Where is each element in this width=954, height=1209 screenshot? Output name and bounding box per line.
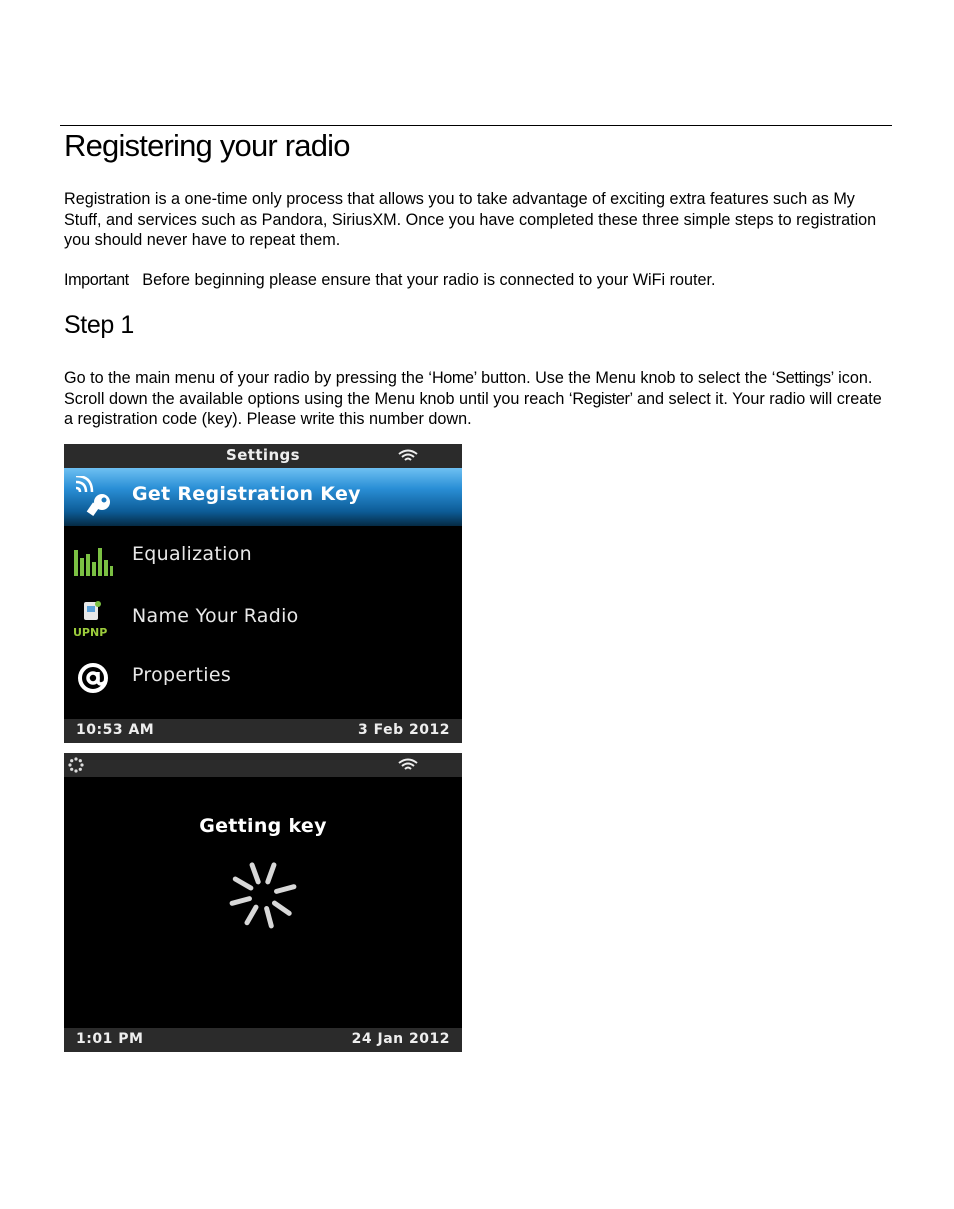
screen-bottom-bar bbox=[64, 719, 462, 743]
register-keyword: Register bbox=[572, 389, 630, 408]
wifi-icon bbox=[398, 758, 418, 772]
screen-top-bar bbox=[64, 753, 462, 777]
at-icon bbox=[72, 657, 114, 699]
clock-date: 3 Feb 2012 bbox=[358, 722, 450, 738]
home-keyword: Home bbox=[432, 369, 474, 387]
menu-item-get-registration-key[interactable] bbox=[64, 468, 462, 526]
upnp-icon-text: UPNP bbox=[73, 626, 108, 639]
clock-date: 24 Jan 2012 bbox=[351, 1031, 450, 1047]
step-text-3: ’ icon. Scroll down the available options using the Menu knob until you reach ‘ bbox=[64, 369, 873, 408]
step-text-1: Go to the main menu of your radio by pressing the ‘ bbox=[64, 369, 433, 387]
upnp-icon bbox=[72, 598, 114, 640]
important-text: Before beginning please ensure that your radio is connected to your WiFi router. bbox=[142, 271, 716, 289]
step-text-2: ’ button. Use the Menu knob to select the ‘ bbox=[473, 369, 776, 387]
busy-indicator-icon bbox=[68, 757, 84, 773]
menu-item-name-your-radio[interactable] bbox=[64, 590, 462, 648]
menu-item-properties[interactable] bbox=[64, 649, 462, 707]
menu-item-label: Get Registration Key bbox=[132, 483, 361, 505]
clock-time: 10:53 AM bbox=[76, 722, 155, 738]
screen-top-bar bbox=[64, 444, 462, 468]
intro-paragraph: Registration is a one-time only process that allows you to take advantage of exciting extra features such as My Stuff, and services such as Pandora, SiriusXM. Once you have completed these three simple steps to registration you should never have to repeat them. bbox=[64, 190, 877, 249]
menu-item-label: Properties bbox=[132, 664, 232, 686]
screen-bottom-bar bbox=[64, 1028, 462, 1052]
important-label: Important bbox=[64, 271, 129, 289]
settings-keyword: Settings bbox=[775, 369, 831, 387]
menu-item-equalization[interactable] bbox=[64, 528, 462, 586]
radio-screen-settings bbox=[64, 444, 462, 743]
important-note bbox=[64, 270, 894, 291]
menu-item-label: Equalization bbox=[132, 543, 252, 565]
equalizer-icon bbox=[72, 536, 114, 578]
key-icon bbox=[72, 476, 114, 518]
status-message: Getting key bbox=[199, 815, 327, 837]
top-rule bbox=[60, 125, 892, 126]
page-title: Registering your radio bbox=[64, 128, 350, 163]
clock-time: 1:01 PM bbox=[76, 1031, 144, 1047]
screen-title: Settings bbox=[225, 446, 300, 464]
step-heading: Step 1 bbox=[64, 311, 134, 339]
loading-spinner-icon bbox=[223, 855, 303, 935]
step-paragraph bbox=[64, 368, 894, 430]
menu-item-label: Name Your Radio bbox=[132, 605, 299, 627]
radio-screen-getting-key bbox=[64, 753, 462, 1052]
wifi-icon bbox=[398, 449, 418, 463]
step-text-4: ’ and select it. Your radio will create a registration code (key). Please write this number down. bbox=[64, 389, 882, 428]
